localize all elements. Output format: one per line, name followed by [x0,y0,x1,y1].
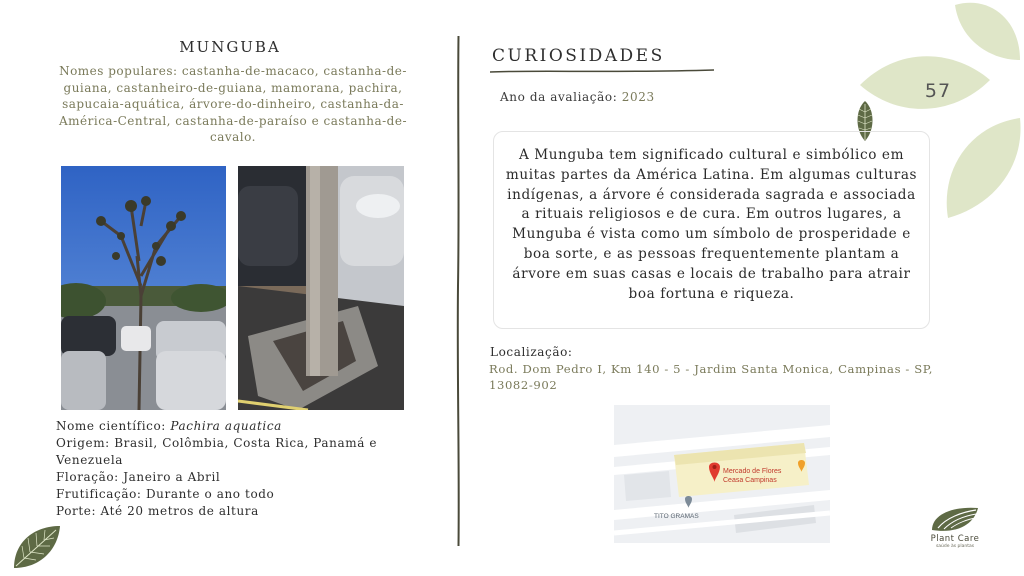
map-marker-label-1: Mercado de Flores [723,468,782,475]
section-title: CURIOSIDADES [492,46,665,66]
title-underline [490,66,714,76]
tree-photo [61,166,226,410]
location-label: Localização: [490,345,573,359]
page-number: 57 [924,80,952,102]
column-divider [456,36,461,546]
location-address: Rod. Dom Pedro I, Km 140 - 5 - Jardim Santa Monica, Campinas - SP, 13082-902 [489,362,934,392]
fruiting-line: Frutificação: Durante o ano todo [56,487,275,501]
evaluation-year-value: 2023 [621,90,655,104]
brand-name: Plant Care [930,534,980,544]
trunk-photo [238,166,404,410]
brand-tagline: saúde às plantas [935,544,975,549]
plant-title: MUNGUBA [179,38,281,56]
map-marker-label-2: Ceasa Campinas [723,477,777,484]
scientific-name: Pachira aquatica [170,419,282,433]
scientific-name-line [56,418,416,435]
location-map[interactable] [614,405,830,543]
evaluation-year-label: Ano da avaliação: [500,90,622,104]
plant-facts [56,418,416,520]
scientific-name-label: Nome científico: [56,419,171,433]
popular-names: Nomes populares: castanha-de-macaco, castanha-de-guiana, castanheiro-de-guiana, mamorana, pachira, sapucaia-aquática, árvore-do-dinheiro, castanha-da-América-Central, castanha-de-paraíso e castanha-de-cavalo. [58,64,408,144]
size-line: Porte: Até 20 metros de altura [56,504,259,518]
evaluation-year [500,90,655,104]
origin-line: Origem: Brasil, Colômbia, Costa Rica, Panamá e Venezuela [56,436,378,467]
leaf-icon [10,522,62,572]
curiosity-card: A Munguba tem significado cultural e simbólico em muitas partes da América Latina. Em algumas culturas indígenas, a árvore é considerada sagrada e associada a rituais religiosos e de cura. Em outros lugares, a Munguba é vista como um símbolo de prosperidade e boa sorte, e as pessoas frequentemente plantam a árvore em suas casas e locais de trabalho para atrair boa fortuna e riqueza. [493,131,930,329]
map-secondary-label: TITO GRAMAS [654,513,699,520]
flowering-line: Floração: Janeiro a Abril [56,470,221,484]
